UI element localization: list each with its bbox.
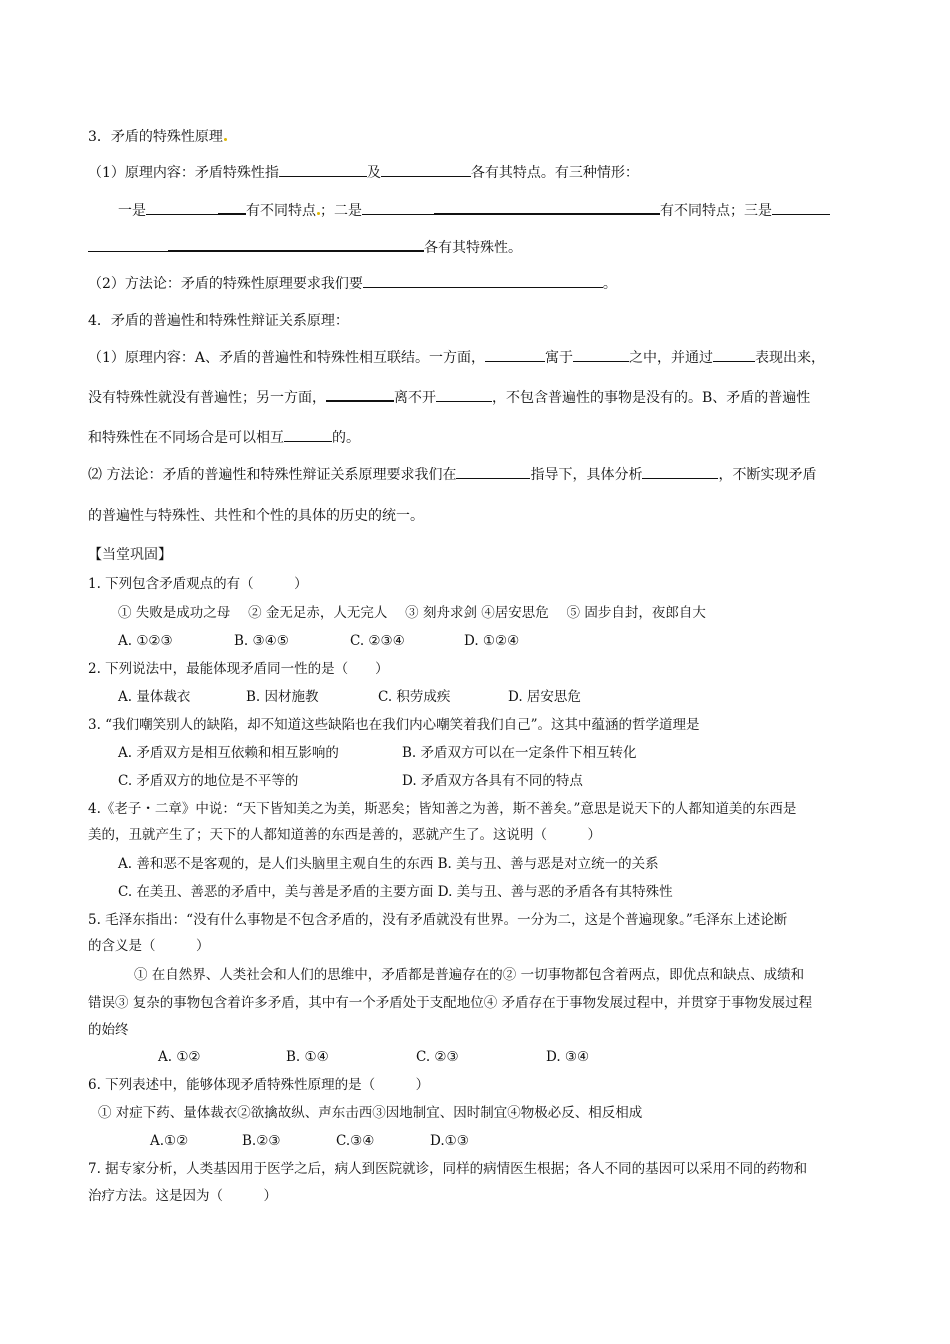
option-b[interactable]: B. 因材施教 [246,689,319,705]
q6-stem: 6. 下列表述中，能够体现矛盾特殊性原理的是（ ） [88,1077,430,1093]
q2-stem: 2. 下列说法中，最能体现矛盾同一性的是（ ） [88,661,389,677]
s4-item2-line2: 的普遍性与特殊性、共性和个性的具体的历史的统一。 [88,508,424,524]
option-b[interactable]: B. 美与丑、善与恶是对立统一的关系 [437,856,659,872]
option-c[interactable]: C. ②③ [416,1049,459,1065]
q5-stem-line2: 的含义是（ ） [88,938,210,954]
s3-three-cases-line: 一是 有不同特点 ；二是 有不同特点；三是 [118,201,830,220]
fill-blank[interactable] [326,388,394,402]
section-3-title-text: 3．矛盾的特殊性原理 [88,129,223,145]
s4-item1-line1: （1）原理内容：A、矛盾的普遍性和特殊性相互联结。一方面， 寓于 之中，并通过 表现出来， [88,350,826,366]
q5-stem-line1: 5. 毛泽东指出：“没有什么事物是不包含矛盾的，没有矛盾就没有世界。一分为二，这是个普遍现象。”毛泽东上述论断 [88,912,788,928]
section-4-title: 4．矛盾的普遍性和特殊性辩证关系原理： [88,313,349,329]
option-d[interactable]: D. ①②④ [464,633,520,649]
s4-item1-line3: 和特殊性在不同场合是可以相互 的。 [88,430,360,446]
option-a[interactable]: A. ①② [158,1049,201,1065]
annotation-dot [224,138,227,141]
q4-options-row1 [118,855,659,873]
option-a[interactable]: A. 量体裁衣 [118,689,191,705]
q3-options-row1 [118,744,637,762]
option-b[interactable]: B. 矛盾双方可以在一定条件下相互转化 [402,745,637,761]
option-a[interactable]: A. ①②③ [118,633,173,649]
option-d[interactable]: D. ③④ [546,1049,590,1065]
fill-blank[interactable] [168,238,424,252]
fill-blank[interactable] [381,164,471,177]
q3-options-row2 [118,772,583,790]
q4-stem-line2: 美的，丑就产生了；天下的人都知道善的东西是善的，恶就产生了。这说明（ ） [88,827,601,843]
s3-item1-line: （1）原理内容：矛盾特殊性指 及 各有其特点。有三种情形： [88,165,639,181]
fill-blank[interactable] [363,275,603,288]
q4-options-row2 [118,883,673,901]
fill-blank[interactable] [436,389,492,402]
q7-stem-line1: 7. 据专家分析，人类基因用于医学之后，病人到医院就诊，同样的病情医生根据；各人不同的基因可以采用不同的药物和 [88,1161,808,1177]
option-d[interactable]: D.①③ [430,1133,469,1149]
option-d[interactable]: D. 矛盾双方各具有不同的特点 [402,773,583,789]
s4-item1-line2: 没有特殊性就没有普遍性；另一方面， 离不开 ，不包含普遍性的事物是没有的。B、矛盾的普遍性 [88,390,811,406]
fill-blank[interactable] [573,349,629,362]
q7-stem-line2: 治疗方法。这是因为（ ） [88,1188,277,1204]
practice-heading: 【当堂巩固】 [88,547,172,563]
fill-blank[interactable] [88,239,168,252]
option-a[interactable]: A. 矛盾双方是相互依赖和相互影响的 [118,745,339,761]
s4-item2-line1: ⑵ 方法论：矛盾的普遍性和特殊性辩证关系原理要求我们在 指导下，具体分析 ，不断实现矛盾 [88,467,817,483]
fill-blank[interactable] [218,201,246,215]
fill-blank[interactable] [485,349,545,362]
fill-blank[interactable] [772,202,830,215]
fill-blank[interactable] [642,466,718,479]
q6-options [150,1132,469,1150]
option-d[interactable]: D. 居安思危 [508,689,581,705]
option-c[interactable]: C. ②③④ [350,633,405,649]
fill-blank[interactable] [146,202,218,215]
option-b[interactable]: B. ③④⑤ [234,633,289,649]
fill-blank[interactable] [362,202,434,215]
q6-items: ① 对症下药、量体裁衣②欲擒故纵、声东击西③因地制宜、因时制宜④物极必反、相反相成 [98,1105,643,1121]
q2-options [118,688,581,706]
option-b[interactable]: B.②③ [242,1133,281,1149]
q5-items-line3: 的始终 [88,1022,129,1038]
fill-blank[interactable] [284,429,332,442]
s3-item2-line: （2）方法论：矛盾的特殊性原理要求我们要 。 [88,276,617,292]
q4-stem-line1: 4.《老子・二章》中说：“天下皆知美之为美，斯恶矣；皆知善之为善，斯不善矣。”意思是说天下的人都知道美的东西是 [88,801,797,817]
option-c[interactable]: C. 矛盾双方的地位是不平等的 [118,773,299,789]
option-a[interactable]: A.①② [150,1133,189,1149]
q5-items-line2: 错误③ 复杂的事物包含着许多矛盾，其中有一个矛盾处于支配地位④ 矛盾存在于事物发展过程中，并贯穿于事物发展过程 [88,995,813,1011]
fill-blank[interactable] [456,466,530,479]
option-c[interactable]: C.③④ [336,1133,375,1149]
option-d[interactable]: D. 美与丑、善与恶的矛盾各有其特殊性 [437,884,673,900]
option-c[interactable]: C. 积劳成疾 [378,689,451,705]
q1-items: ① 失败是成功之母 ② 金无足赤，人无完人 ③ 刻舟求剑 ④居安思危 ⑤ 固步自封，夜郎自大 [118,605,706,621]
s3-three-cases-cont: 各有其特殊性。 [88,238,522,257]
section-3-title [88,128,227,146]
fill-blank[interactable] [713,349,755,362]
q1-stem: 1. 下列包含矛盾观点的有（ ） [88,576,308,592]
q5-items-line1: ① 在自然界、人类社会和人们的思维中，矛盾都是普遍存在的② 一切事物都包含着两点，即优点和缺点、成绩和 [134,967,805,983]
q3-stem: 3. “我们嘲笑别人的缺陷，却不知道这些缺陷也在我们内心嘲笑着我们自己”。这其中蕴涵的哲学道理是 [88,717,700,733]
option-b[interactable]: B. ①④ [286,1049,329,1065]
fill-blank[interactable] [434,201,660,215]
fill-blank[interactable] [279,164,367,177]
option-c[interactable]: C. 在美丑、善恶的矛盾中，美与善是矛盾的主要方面 [118,884,438,900]
q1-options [118,632,519,650]
q5-options [158,1048,589,1066]
option-a[interactable]: A. 善和恶不是客观的，是人们头脑里主观自生的东西 [118,856,438,872]
